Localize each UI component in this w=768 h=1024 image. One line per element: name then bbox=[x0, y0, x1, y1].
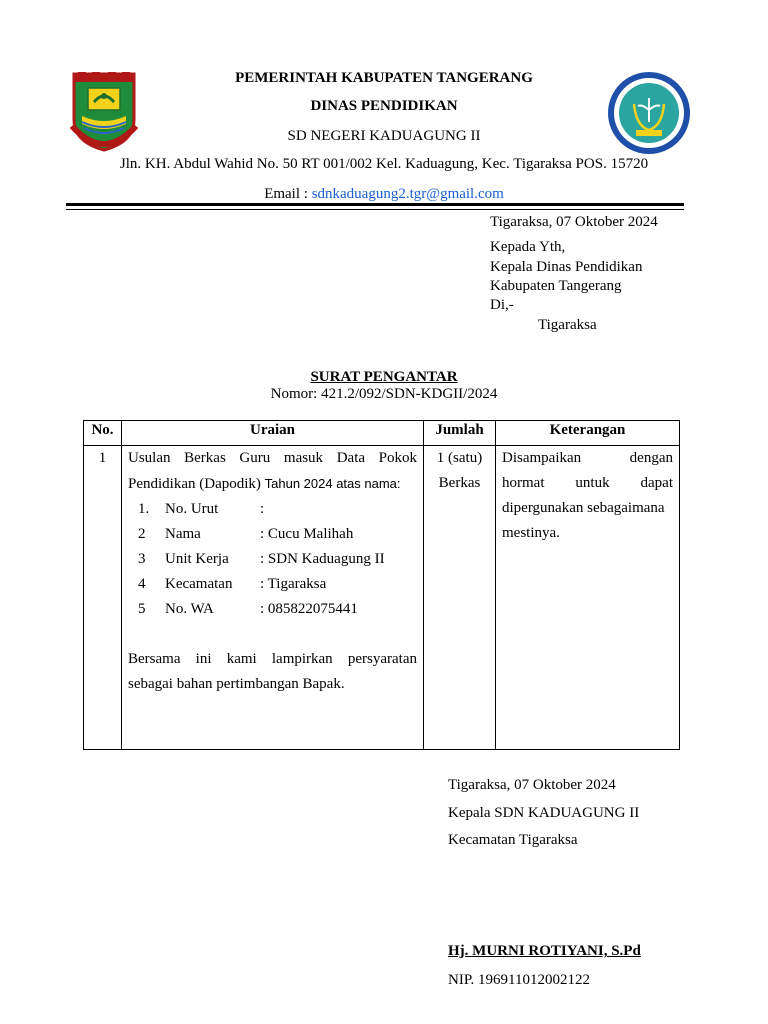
list-item bbox=[128, 547, 417, 572]
keterangan-line3: dipergunakan sebagaimana bbox=[502, 500, 665, 516]
jumlah-line2: Berkas bbox=[438, 475, 481, 491]
uraian-line2-part1: Pendidikan (Dapodik) bbox=[128, 476, 265, 492]
item-label: Kecamatan bbox=[165, 576, 233, 592]
table-header-row bbox=[84, 421, 680, 446]
header-no: No. bbox=[84, 421, 122, 446]
jumlah-line1: 1 (satu) bbox=[436, 450, 483, 466]
item-value: : SDN Kaduagung II bbox=[260, 551, 385, 567]
recipient-city: Tigaraksa bbox=[538, 317, 597, 333]
item-value: : Cucu Malihah bbox=[260, 526, 354, 542]
recipient-di: Di,- bbox=[490, 297, 514, 313]
letter-title: SURAT PENGANTAR bbox=[310, 369, 458, 385]
letterhead-email-line bbox=[0, 186, 768, 203]
email-label: Email : bbox=[264, 186, 312, 202]
signature-district: Kecamatan Tigaraksa bbox=[448, 832, 578, 848]
signature-position: Kepala SDN KADUAGUNG II bbox=[448, 805, 640, 821]
recipient-line1: Kepala Dinas Pendidikan bbox=[490, 259, 643, 275]
letter-table bbox=[83, 420, 680, 750]
row-no: 1 bbox=[84, 446, 122, 750]
item-num: 3 bbox=[138, 551, 146, 567]
item-num: 1. bbox=[138, 501, 150, 517]
row-uraian bbox=[122, 446, 424, 750]
closing-line2: sebagai bahan pertimbangan Bapak. bbox=[128, 676, 345, 692]
list-item bbox=[128, 572, 417, 597]
signatory-name: Hj. MURNI ROTIYANI, S.Pd bbox=[448, 943, 641, 959]
list-item bbox=[128, 522, 417, 547]
row-jumlah bbox=[424, 446, 496, 750]
uraian-line1: Usulan Berkas Guru masuk Data Pokok bbox=[128, 450, 417, 466]
keterangan-line1: Disampaikan dengan bbox=[502, 450, 673, 466]
item-value: : bbox=[260, 501, 265, 517]
list-item bbox=[128, 497, 417, 522]
item-label: Nama bbox=[165, 526, 201, 542]
recipient-line2: Kabupaten Tangerang bbox=[490, 278, 622, 294]
item-value: : Tigaraksa bbox=[260, 576, 327, 592]
item-num: 2 bbox=[138, 526, 146, 542]
uraian-line2 bbox=[128, 471, 417, 497]
letterhead-government: PEMERINTAH KABUPATEN TANGERANG bbox=[235, 70, 533, 86]
letterhead-department: DINAS PENDIDIKAN bbox=[310, 98, 458, 114]
header-divider-thick bbox=[66, 203, 684, 206]
item-value: : 085822075441 bbox=[260, 601, 358, 617]
row-keterangan bbox=[496, 446, 680, 750]
letter-number: Nomor: 421.2/092/SDN-KDGII/2024 bbox=[270, 386, 498, 402]
item-num: 4 bbox=[138, 576, 146, 592]
item-label: No. Urut bbox=[165, 501, 219, 517]
item-label: Unit Kerja bbox=[165, 551, 229, 567]
keterangan-line4: mestinya. bbox=[502, 525, 560, 541]
header-uraian: Uraian bbox=[122, 421, 424, 446]
recipient-greeting: Kepada Yth, bbox=[490, 239, 566, 255]
keterangan-line2: hormat untuk dapat bbox=[502, 475, 673, 491]
list-item bbox=[128, 597, 417, 622]
letter-date: Tigaraksa, 07 Oktober 2024 bbox=[490, 214, 658, 230]
signatory-nip: NIP. 196911012002122 bbox=[448, 972, 590, 988]
table-row bbox=[84, 446, 680, 750]
letterhead-address: Jln. KH. Abdul Wahid No. 50 RT 001/002 Kel. Kaduagung, Kec. Tigaraksa POS. 15720 bbox=[119, 156, 649, 172]
closing-line1: Bersama ini kami lampirkan persyaratan bbox=[128, 651, 417, 667]
header-keterangan: Keterangan bbox=[496, 421, 680, 446]
uraian-line2-part2: Tahun 2024 atas nama: bbox=[264, 476, 401, 491]
item-num: 5 bbox=[138, 601, 146, 617]
item-label: No. WA bbox=[165, 601, 214, 617]
letterhead-school: SD NEGERI KADUAGUNG II bbox=[287, 128, 481, 144]
email-link[interactable]: sdnkaduagung2.tgr@gmail.com bbox=[311, 186, 504, 202]
signature-date: Tigaraksa, 07 Oktober 2024 bbox=[448, 777, 616, 793]
header-divider-thin bbox=[66, 209, 684, 210]
header-jumlah: Jumlah bbox=[424, 421, 496, 446]
